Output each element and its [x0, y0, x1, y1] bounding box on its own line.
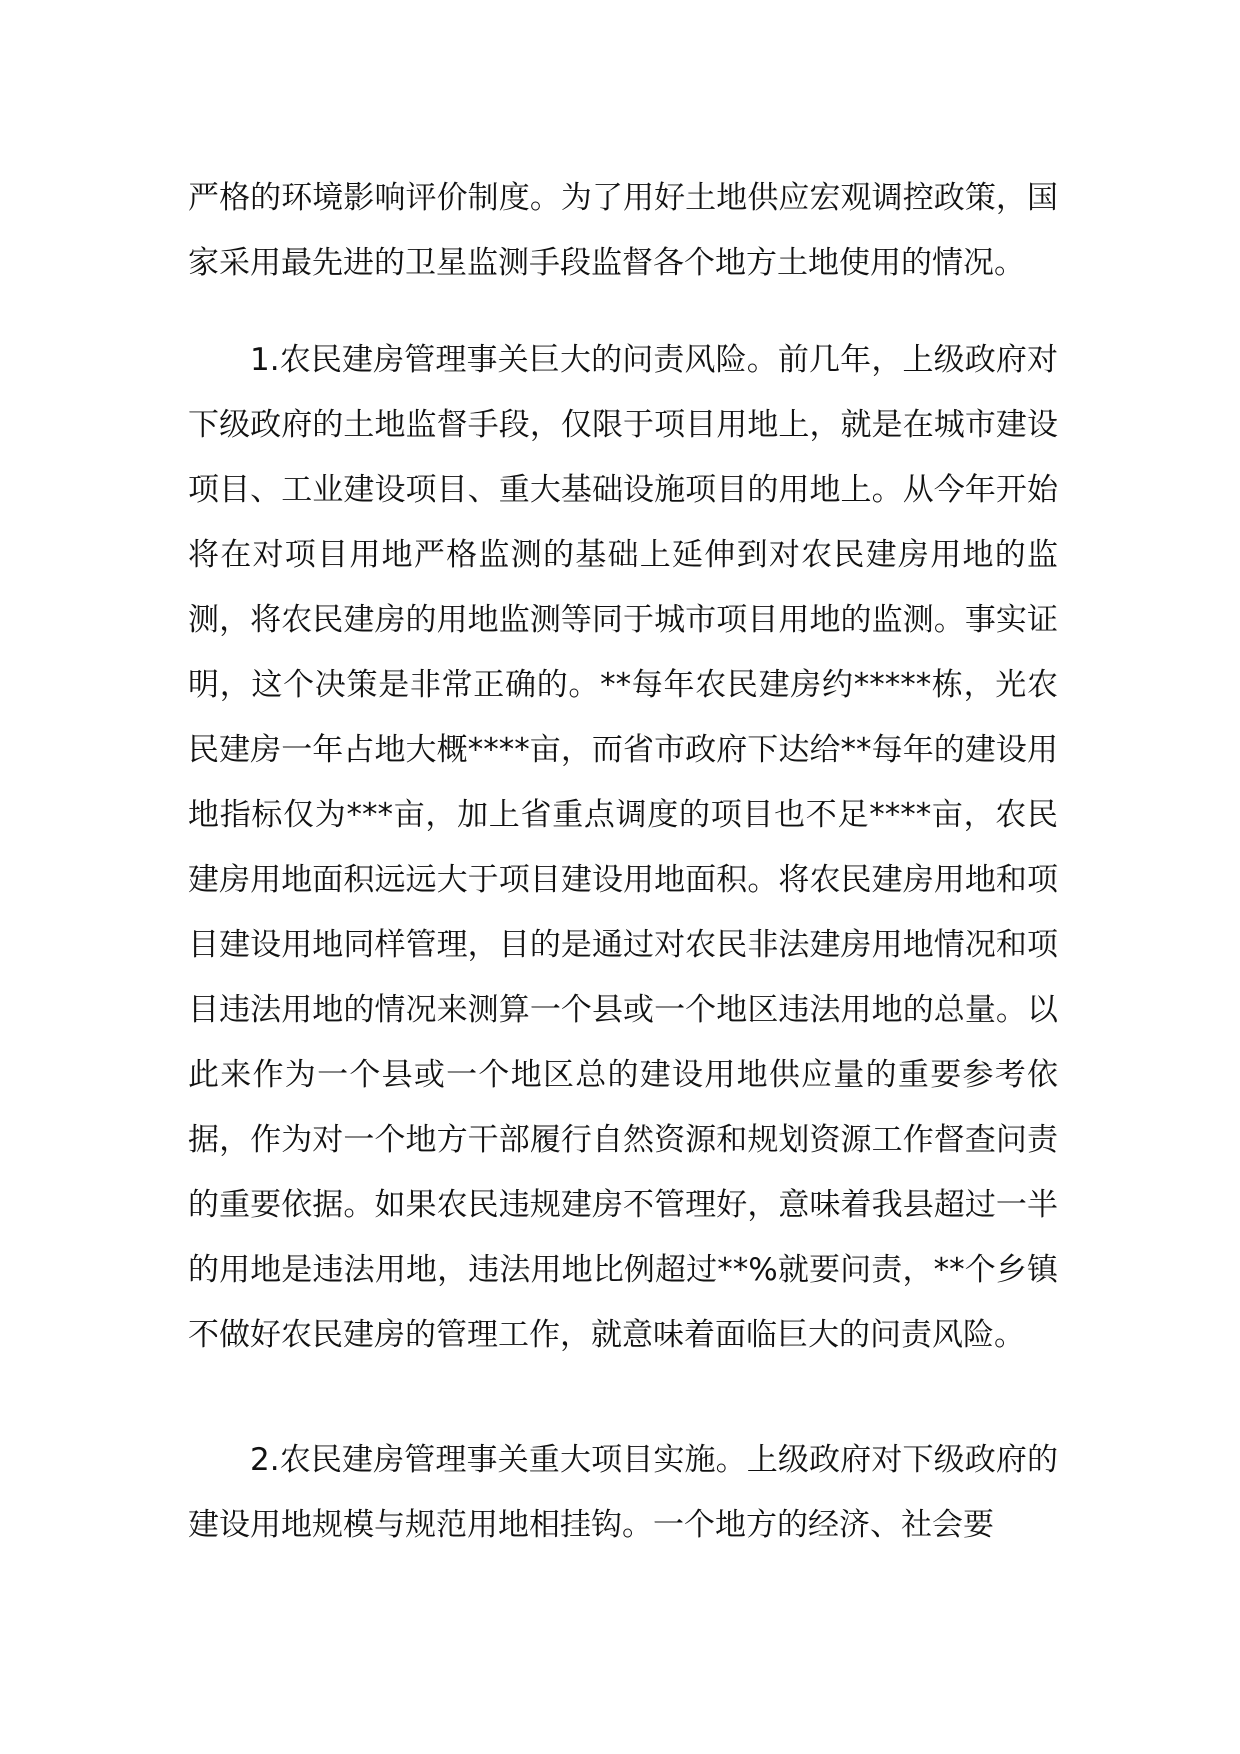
paragraph-section-1: 1.农民建房管理事关巨大的问责风险。前几年，上级政府对下级政府的土地监督手段，仅限于项目用地上，就是在城市建设项目、工业建设项目、重大基础设施项目的用地上。从今年开始将在对项目用地严格监测的基础上延伸到对农民建房用地的监测，将农民建房的用地监测等同于城市项目用地的监测。事实证明，这个决策是非常正确的。**每年农民建房约*****栋，光农民建房一年占地大概****亩，而省市政府下达给**每年的建设用地指标仅为***亩，加上省重点调度的项目也不足****亩，农民建房用地面积远远大于项目建设用地面积。将农民建房用地和项目建设用地同样管理，目的是通过对农民非法建房用地情况和项目违法用地的情况来测算一个县或一个地区违法用地的总量。以此来作为一个县或一个地区总的建设用地供应量的重要参考依据，作为对一个地方干部履行自然资源和规划资源工作督查问责的重要依据。如果农民违规建房不管理好，意味着我县超过一半的用地是违法用地，违法用地比例超过**%就要问责，**个乡镇不做好农民建房的管理工作，就意味着面临巨大的问责风险。 [188, 342, 1058, 1353]
paragraph-continued: 严格的环境影响评价制度。为了用好土地供应宏观调控政策，国家采用最先进的卫星监测手段监督各个地方土地使用的情况。 [188, 180, 1058, 281]
paragraph-section-2: 2.农民建房管理事关重大项目实施。上级政府对下级政府的建设用地规模与规范用地相挂钩。一个地方的经济、社会要 [188, 1442, 1058, 1543]
